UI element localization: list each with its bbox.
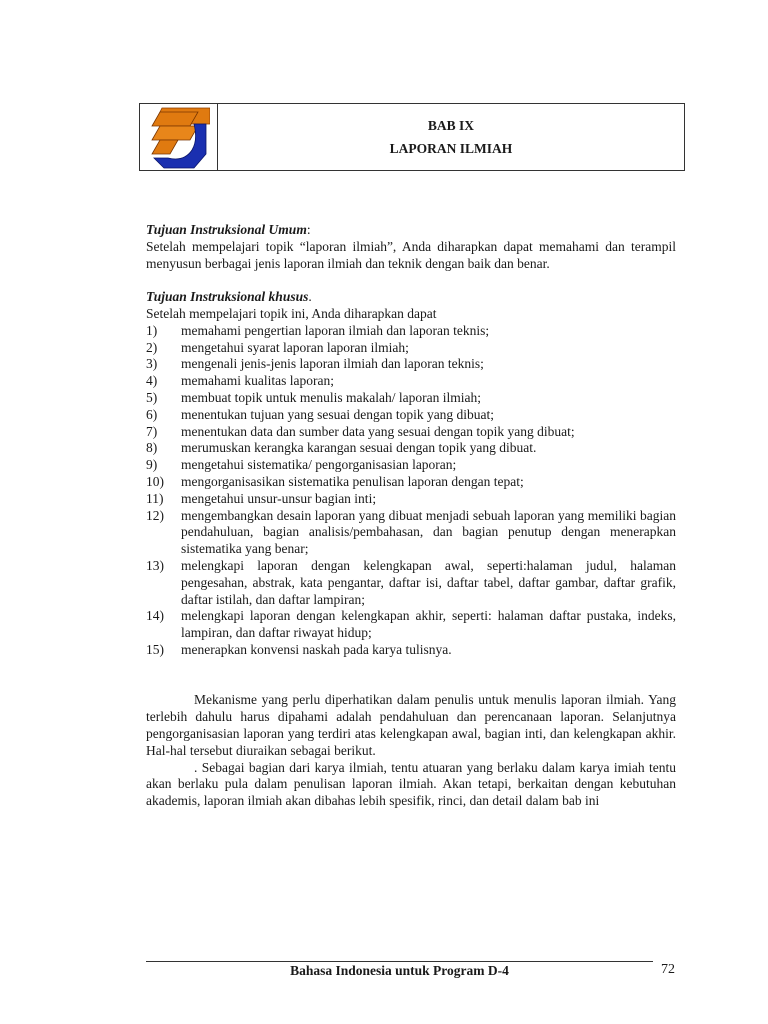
general-objective-heading-colon: :	[306, 222, 311, 237]
objective-number: 3)	[146, 356, 158, 372]
objective-item	[146, 390, 676, 407]
objective-number: 5)	[146, 389, 158, 405]
objective-item	[146, 356, 676, 373]
objective-text: mengetahui syarat laporan laporan ilmiah;	[181, 339, 409, 355]
general-objective-heading-text: Tujuan Instruksional Umum	[146, 222, 307, 237]
chapter-number: BAB IX	[427, 118, 475, 133]
objective-text: melengkapi laporan dengan kelengkapan akhir, seperti: halaman daftar pustaka, indeks, lampiran, dan daftar riwayat hidup;	[181, 608, 676, 641]
objective-text: melengkapi laporan dengan kelengkapan awal, seperti:halaman judul, halaman pengesahan, abstrak, kata pengantar, daftar isi, daftar tabel, daftar gambar, daftar grafik, daftar istilah, dan daftar lampiran;	[181, 557, 676, 607]
objective-item	[146, 474, 676, 491]
objective-number: 6)	[146, 406, 158, 422]
objective-item	[146, 373, 676, 390]
objective-number: 12)	[146, 507, 164, 523]
objective-text: merumuskan kerangka karangan sesuai dengan topik yang dibuat.	[181, 440, 537, 456]
objective-item	[146, 558, 676, 608]
objective-item	[146, 340, 676, 357]
page-number: 72	[661, 962, 675, 977]
objective-text: memahami kualitas laporan;	[181, 373, 334, 389]
objective-text: mengetahui unsur-unsur bagian inti;	[181, 490, 377, 506]
objective-item	[146, 440, 676, 457]
chapter-header	[139, 103, 685, 171]
objective-text: mengembangkan desain laporan yang dibuat menjadi sebuah laporan yang memiliki bagian pendahuluan, bagian analisis/pembahasan, dan bagian penutup dengan menerapkan sistematika yang benar;	[181, 507, 676, 557]
objective-text: menentukan data dan sumber data yang sesuai dengan topik yang dibuat;	[181, 423, 575, 439]
objective-text: mengorganisasikan sistematika penulisan laporan dengan tepat;	[181, 473, 524, 489]
objective-number: 13)	[146, 557, 164, 573]
objective-item	[146, 642, 676, 659]
objective-item	[146, 407, 676, 424]
objective-text: mengenali jenis-jenis laporan ilmiah dan laporan teknis;	[181, 356, 484, 372]
specific-objective-intro: Setelah mempelajari topik ini, Anda diharapkan dapat	[146, 305, 437, 321]
objective-number: 7)	[146, 423, 158, 439]
objective-number: 15)	[146, 641, 164, 657]
objective-number: 1)	[146, 322, 158, 338]
objective-item	[146, 457, 676, 474]
body-paragraph-2: . Sebagai bagian dari karya ilmiah, tentu atuaran yang berlaku dalam karya imiah tentu akan berlaku pula dalam penulisan laporan ilmiah. Akan tetapi, berkaitan dengan kebutuhan akademis, laporan ilmiah akan dibahas lebih spesifik, rinci, dan detail dalam bab ini	[146, 759, 676, 809]
general-objective-heading	[146, 222, 676, 239]
chapter-title: LAPORAN ILMIAH	[389, 141, 513, 156]
objective-list	[146, 323, 676, 659]
objective-number: 9)	[146, 457, 158, 473]
specific-objective-heading-text: Tujuan Instruksional khusus	[146, 289, 309, 305]
objective-number: 11)	[146, 490, 164, 506]
objective-item	[146, 323, 676, 340]
objective-number: 8)	[146, 440, 158, 456]
objective-text: menerapkan konvensi naskah pada karya tulisnya.	[181, 641, 452, 657]
footer-title: Bahasa Indonesia untuk Program D-4	[290, 963, 509, 978]
objective-number: 10)	[146, 473, 164, 489]
general-objective-text: Setelah mempelajari topik “laporan ilmiah”, Anda diharapkan dapat memahami dan terampil menyusun berbagai jenis laporan ilmiah dan teknik dengan baik dan benar.	[146, 238, 676, 271]
objective-text: menentukan tujuan yang sesuai dengan topik yang dibuat;	[181, 406, 495, 422]
body-paragraph-1: Mekanisme yang perlu diperhatikan dalam penulis untuk menulis laporan ilmiah. Yang terlebih dahulu harus dipahami adalah pendahuluan dan perencanaan laporan. Selanjutnya pengorganisasian laporan yang terdiri atas kelengkapan awal, bagian inti, dan kelengkapan akhir. Hal-hal tersebut diuraikan sebagai berikut.	[146, 692, 676, 758]
objective-item	[146, 424, 676, 441]
specific-objective-heading	[146, 289, 676, 306]
document-body	[146, 222, 676, 810]
objective-number: 4)	[146, 373, 158, 389]
objective-text: mengetahui sistematika/ pengorganisasian laporan;	[181, 457, 457, 473]
objective-item	[146, 608, 676, 642]
objective-text: memahami pengertian laporan ilmiah dan laporan teknis;	[181, 322, 490, 338]
objective-item	[146, 491, 676, 508]
footer-divider	[146, 961, 653, 962]
specific-objective-heading-dot: .	[308, 289, 312, 305]
objective-number: 14)	[146, 608, 164, 624]
institution-logo	[148, 104, 210, 170]
logo-cell	[140, 104, 218, 170]
objective-text: membuat topik untuk menulis makalah/ laporan ilmiah;	[181, 389, 481, 405]
chapter-title-cell	[218, 104, 684, 170]
objective-item	[146, 508, 676, 558]
objective-number: 2)	[146, 339, 158, 355]
